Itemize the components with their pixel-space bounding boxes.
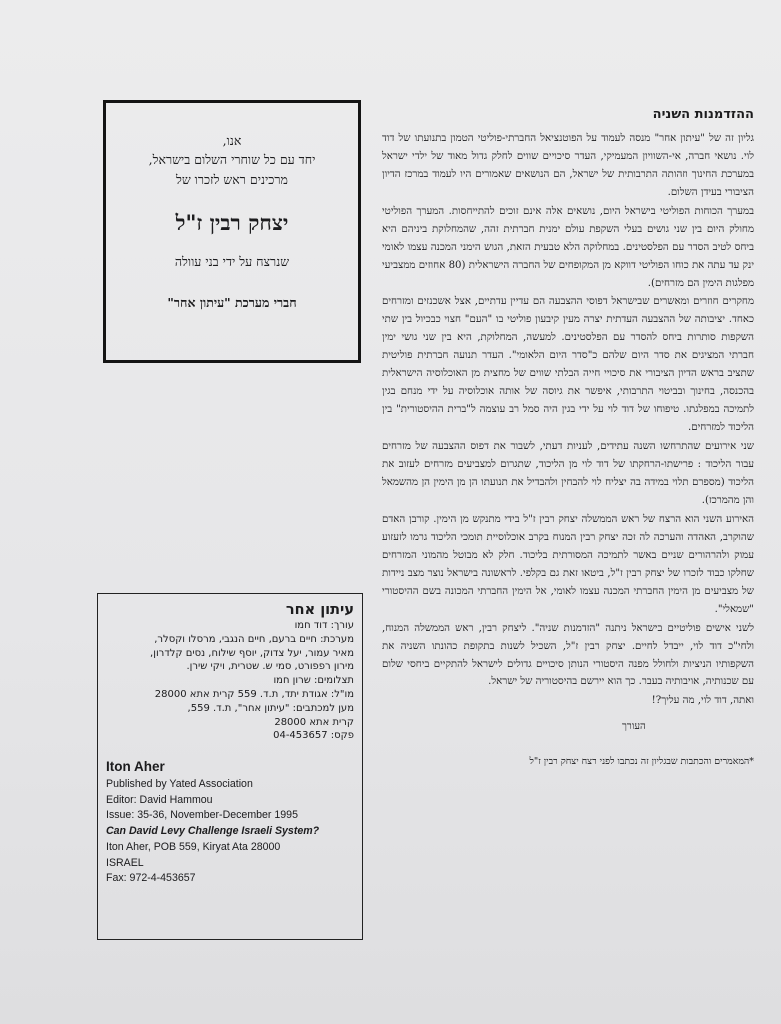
masthead-hebrew-title: עיתון אחר — [285, 602, 354, 618]
masthead-credit-line: מערכת: חיים ברעם, חיים הנגבי, מרסלו וקסלר, — [154, 633, 354, 645]
article-footnote: *המאמרים והכתבות שבגליון זה נכתבו לפני רצח יצחק רבין ז"ל — [529, 755, 754, 767]
masthead-english — [106, 757, 354, 887]
article-paragraph: ואתה, דוד לוי, מה עליך?! — [651, 695, 754, 707]
masthead-editor: Editor: David Hammou — [106, 793, 213, 806]
masthead-credit-line: קרית אתא 28000 — [274, 716, 354, 728]
masthead-credit-line: מו"ל: אגודת יתד, ת.ד. 559 קרית אתא 28000 — [154, 688, 354, 700]
masthead-credit-line: תצלומים: שרון חמו — [273, 675, 354, 687]
masthead-credit-line: עורך: דוד חמו — [294, 620, 354, 631]
memorial-signature: חברי מערכת "עיתון אחר" — [167, 295, 297, 311]
memorial-line-2: יחד עם כל שוחרי השלום בישראל, — [148, 152, 316, 168]
masthead-publisher: Published by Yated Association — [106, 778, 253, 791]
article-title: ההזדמנות השניה — [652, 107, 754, 122]
article-paragraph: גליון זה של "עיתון אחר" מנסה לעמוד על הפוטנציאל החברתי-פוליטי הטמון בתנועתו של דוד לוי. נושאי חברה, אי-השוויון המעמיקי, העדר סיכויים שווים לחלק גדול מאוד של ילדי ישראל במערכת החינוך וזהותה התרבותית של ישראל, הם הנושאים שאמורים היו לעמוד במרכז הדיון הציבורי בעידן השלום. — [382, 132, 754, 198]
masthead-address: Iton Aher, POB 559, Kiryat Ata 28000 — [106, 840, 281, 853]
memorial-name: יצחק רבין ז"ל — [175, 210, 289, 236]
memorial-box — [103, 100, 361, 363]
masthead-credit-line: מירון רפפורט, סמי ש. שטרית, ויקי שירן. — [186, 661, 354, 673]
article-paragraph: לשני אישים פוליטיים בישראל ניתנה "הזדמנות שניה". ליצחק רבין, ראש הממשלה המנוח, ולחי"כ דוד לוי, ייבדל לחיים. יצחק רבין ז"ל, השכיל לשנות בתקופת כהונתו השניה את השקפותיו הניציות ולחולל מפנה היסטורי הנותן סיכויים גדולים לישראל להתקיים ביחסי שלום עם שכנותיה, אויבותיה בעבר. כך הוא יירשם בהיסטוריה של ישראל. — [382, 622, 754, 688]
masthead-box — [97, 593, 363, 940]
masthead-credit-line: מען למכתבים: "עיתון אחר", ת.ד. 559, — [187, 702, 354, 714]
masthead-issue-headline: Can David Levy Challenge Israeli System? — [106, 825, 320, 838]
memorial-line-3: מרכינים ראש לזכרו של — [176, 171, 288, 187]
masthead-english-title: Iton Aher — [106, 759, 165, 775]
article-paragraph: שני אירועים שהתרחשו השנה עתידים, לעניות דעתי, לשבור את דפוס ההצבעה של מזרחים עבור הליכוד : פרישתו-הרחקתו של דוד לוי מן הליכוד, שתגרום למצביעים מזרחים לעזוב את הליכוד (מספרם תלוי במידה בה יצליח לוי להבחין ולהבדיל את תנועתו הן מן הימין הן מהשמאל והן מהמרכז). — [382, 441, 754, 506]
masthead-fax: Fax: 972-4-453657 — [106, 872, 196, 885]
masthead-hebrew-credits — [106, 619, 354, 743]
article-paragraph: במערך הכוחות הפוליטי בישראל היום, נושאים אלה אינם זוכים להתייחסות. המערך הפוליטי מחולק היום בין שני גושים בעלי השקפת עולם ימנית חברתית זהה, שהמחלוקת ביניהם היא ביחס לטיב הסדר עם הפלסטינים. במחלוקה הלא טבעית הזאת, הגוש הימני המכנה עצמו לאומי ינק עד עתה את כוחו הפוליטי דווקא מן המקופחים של החברה הישראלית (80 אחוזים ממצביעי מפלגות הימין הם מזרחים). — [382, 205, 754, 289]
memorial-line-4: שנרצח על ידי בני עוולה — [174, 253, 290, 269]
memorial-line-1: אנו, — [222, 133, 242, 148]
masthead-credit-line: מאיר עמור, יעל צדוק, יוסף שילוח, נסים קלדרון, — [150, 647, 354, 659]
article-paragraph: מחקרים חוזרים ומאשרים שבישראל דפוסי ההצבעה הם עדיין עדתיים, אצל אשכנזים ומזרחים כאחד. יציבותה של ההצבעה העדתית יצרה מעין קיבעון פוליטי בו "העם" חצוי כבכיול בין שתי השקפות סותרות ביחס להסדר עם הפלסטינים. למעשה, המחלוקת, היא בין שני גושי ימין חברתי המציגים את סדר היום שלהם כ"סדר היום הלאומי". העדר תנועה חברתית פוליטית שתציב בראש הדיון הציבורי את סיכויי חייה הבלתי שווים של מחצית מן האוכלוסיה הישראלית בהכנסה, בחינוך ובביטוי התרבותי, איפשר את גיוסה של אותה אוכלוסיה על ידי מנחם בגין לתמיכה במפלגתו. טיפוחו של דוד לוי על ידי בגין היה סמל רב עוצמה ל"ברית ההיסטורית" בין הליכוד למזרחים. — [382, 296, 754, 434]
article-paragraph: האירוע השני הוא הרצח של ראש הממשלה יצחק רבין ז"ל בידי מתנקש מן הימין. קורבן האדם שהוקרב, האהדה והערכה לה זכה יצחק רבין המנוח בקרב אוכלוסיית תומכי הליכוד גרמו לזעזוע עמוק ולהרהורים שניים באשר לתמיכה המסורתית בליכוד. חלק לא מבוטל מהמוני המזרחים שחלקו כבוד לזכרו של יצחק רבין ז"ל, ביטאו זאת גם בקלפי. לראשונה בישראל נוצר מצב ניידות של מצביעים מן הימין החברתי המכנה עצמו לאומי, אל הימין החברתי המכונה בשם ההיסטורי "שמאלי". — [382, 513, 754, 615]
editorial-article — [382, 104, 754, 771]
masthead-country: ISRAEL — [106, 856, 144, 869]
masthead-credit-line: פקס: 04-453657 — [273, 730, 354, 742]
article-signature: העורך — [622, 721, 646, 733]
masthead-issue: Issue: 35-36, November-December 1995 — [106, 809, 298, 822]
